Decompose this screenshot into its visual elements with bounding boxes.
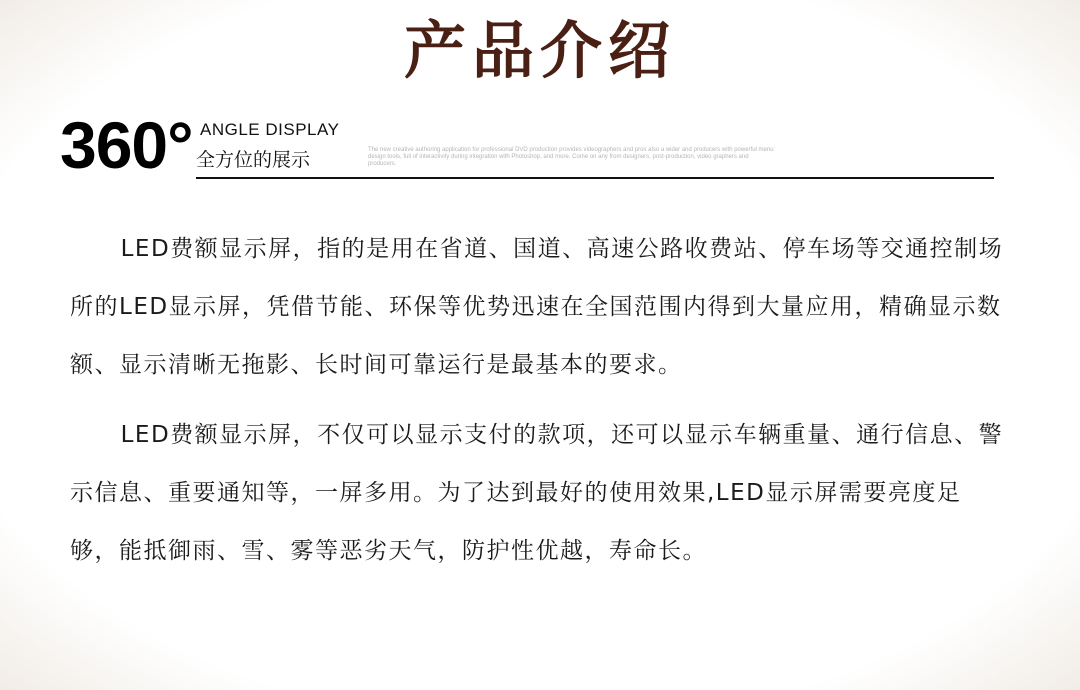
page-title: 产品介绍 bbox=[403, 14, 676, 87]
fine-print-text: The new creative authoring application for professional DVD production provides videographers and pros also a wider and producers with powerful menu design tools, full of interactivity during integration with Photoshop, and more. Come on any from designers, post-production, video graphers and producers. bbox=[368, 147, 774, 167]
description-paragraph-2: LED费额显示屏，不仅可以显示支付的款项，还可以显示车辆重量、通行信息、警示信息、重要通知等，一屏多用。为了达到最好的使用效果,LED显示屏需要亮度足够，能抵御雨、雪、雾等恶劣天气，防护性优越，寿命长。 bbox=[70, 422, 1004, 564]
angle-display-label: ANGLE DISPLAY bbox=[200, 120, 340, 139]
display-header bbox=[0, 95, 1080, 190]
product-description bbox=[70, 220, 1010, 592]
header-divider bbox=[196, 177, 994, 179]
full-display-label: 全方位的展示 bbox=[196, 149, 311, 171]
description-paragraph-1: LED费额显示屏，指的是用在省道、国道、高速公路收费站、停车场等交通控制场所的LED显示屏，凭借节能、环保等优势迅速在全国范围内得到大量应用，精确显示数额、显示清晰无拖影、长时间可靠运行是最基本的要求。 bbox=[70, 236, 1004, 378]
degree-number: 360° bbox=[60, 108, 193, 182]
